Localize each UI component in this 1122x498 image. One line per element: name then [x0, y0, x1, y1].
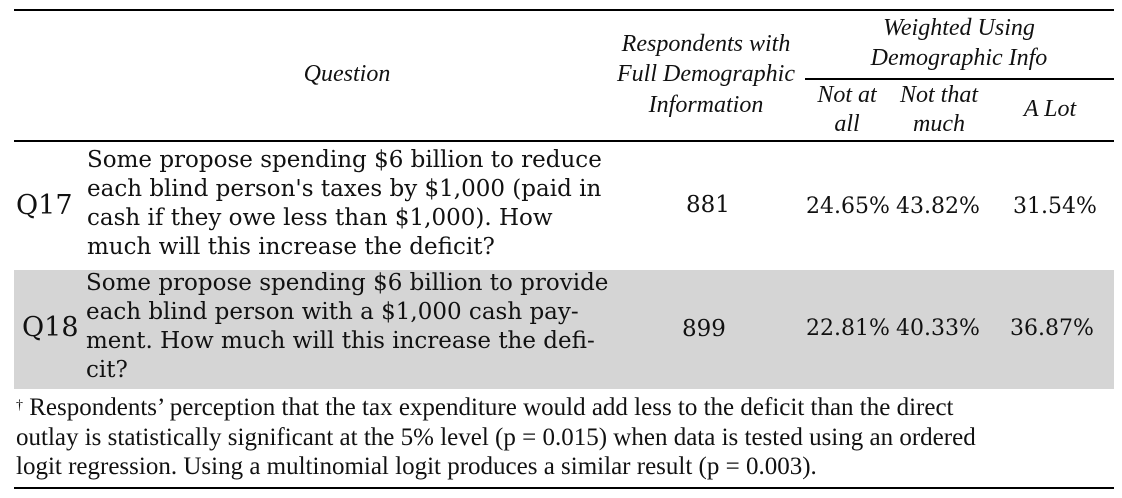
footnote-line	[16, 393, 1114, 423]
header-not-at-all-line: Not at	[817, 82, 877, 108]
header-respondents-line: Information	[648, 92, 764, 118]
header-not-that-much-line: much	[913, 111, 965, 137]
not-that-much-value: 43.82%	[896, 194, 980, 219]
header-a-lot: A Lot	[1023, 96, 1077, 122]
question-line: ment. How much will this increase the defi-	[86, 328, 595, 354]
question-line: cit?	[86, 357, 128, 383]
table-footnote	[16, 393, 1114, 482]
not-at-all-value: 24.65%	[806, 194, 890, 219]
header-weighted-line: Demographic Info	[870, 45, 1048, 71]
header-question: Question	[303, 61, 391, 87]
question-line: much will this increase the deficit?	[87, 234, 495, 260]
header-not-that-much-line: Not that	[899, 82, 978, 108]
header-not-at-all-line: all	[834, 111, 860, 137]
footnote-line: logit regression. Using a multinomial logit produces a similar result (p = 0.003).	[16, 453, 817, 480]
question-line: each blind person with a $1,000 cash pay-	[86, 299, 579, 325]
footnote-marker: †	[16, 398, 23, 413]
question-line: each blind person's taxes by $1,000 (paid in	[87, 176, 602, 202]
question-line: cash if they owe less than $1,000). How	[87, 205, 553, 231]
a-lot-value: 31.54%	[1013, 194, 1097, 219]
top-rule	[14, 9, 1114, 11]
row-id: Q17	[16, 190, 73, 221]
question-line: Some propose spending $6 billion to provide	[86, 270, 609, 296]
not-that-much-value: 40.33%	[896, 316, 980, 341]
header-group-rule	[805, 78, 1114, 80]
header-bottom-rule	[14, 140, 1114, 142]
not-at-all-value: 22.81%	[806, 316, 890, 341]
respondents-count: 881	[686, 192, 730, 218]
a-lot-value: 36.87%	[1010, 316, 1094, 341]
footnote-text: Respondents’ perception that the tax expenditure would add less to the deficit than the direct	[23, 394, 954, 421]
header-weighted-line: Weighted Using	[883, 15, 1035, 41]
header-respondents-line: Respondents with	[621, 31, 791, 57]
header-respondents-line: Full Demographic	[617, 61, 795, 87]
row-id: Q18	[22, 312, 79, 343]
question-line: Some propose spending $6 billion to reduce	[87, 147, 602, 173]
respondents-count: 899	[682, 316, 726, 342]
footnote-line: outlay is statistically significant at the 5% level (p = 0.015) when data is tested using an ordered	[16, 423, 976, 451]
footer-rule	[14, 487, 1114, 489]
